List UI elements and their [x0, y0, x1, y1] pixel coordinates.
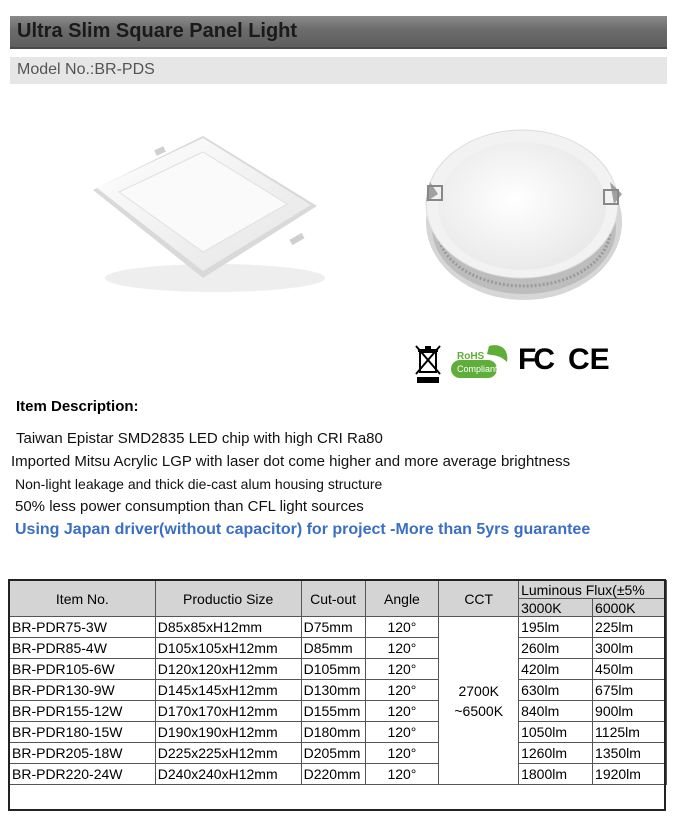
cell-flux-3000: 630lm — [519, 680, 593, 701]
cell-cutout: D220mm — [301, 764, 365, 785]
cell-cutout: D85mm — [301, 638, 365, 659]
weee-icon — [414, 342, 442, 384]
cell-flux-3000: 840lm — [519, 701, 593, 722]
description-highlight-line: Using Japan driver(without capacitor) for project -More than 5yrs guarantee — [15, 521, 591, 538]
cell-item: BR-PDR85-4W — [10, 638, 156, 659]
square-panel-image — [85, 128, 325, 298]
cell-item: BR-PDR155-12W — [10, 701, 156, 722]
cell-size: D225x225xH12mm — [155, 743, 301, 764]
cell-item: BR-PDR130-9W — [10, 680, 156, 701]
cell-cct: 2700K ~6500K — [439, 617, 519, 785]
cell-cutout: D155mm — [301, 701, 365, 722]
header-angle: Angle — [365, 581, 439, 617]
cell-angle: 120° — [365, 764, 439, 785]
cell-angle: 120° — [365, 701, 439, 722]
round-panel-image — [416, 122, 636, 302]
cell-flux-3000: 195lm — [519, 617, 593, 638]
title-bar — [10, 16, 667, 49]
cell-flux-3000: 420lm — [519, 659, 593, 680]
table-row — [10, 638, 667, 659]
cell-size: D120x120xH12mm — [155, 659, 301, 680]
header-cutout: Cut-out — [301, 581, 365, 617]
fcc-icon: FC — [518, 343, 552, 376]
header-flux-3000k: 3000K — [519, 599, 593, 617]
header-flux-6000k: 6000K — [593, 599, 667, 617]
model-bar — [10, 57, 667, 84]
rohs-icon — [449, 342, 511, 382]
table-row — [10, 659, 667, 680]
cell-angle: 120° — [365, 680, 439, 701]
description-line: Taiwan Epistar SMD2835 LED chip with high CRI Ra80 — [16, 430, 383, 447]
item-description-title: Item Description: — [16, 398, 139, 415]
cell-flux-3000: 1800lm — [519, 764, 593, 785]
cell-size: D190x190xH12mm — [155, 722, 301, 743]
cell-angle: 120° — [365, 617, 439, 638]
cell-size: D170x170xH12mm — [155, 701, 301, 722]
table-row — [10, 680, 667, 701]
cell-flux-6000: 900lm — [593, 701, 667, 722]
spec-table — [9, 580, 667, 785]
table-row — [10, 722, 667, 743]
cell-angle: 120° — [365, 743, 439, 764]
table-row — [10, 743, 667, 764]
ce-icon: CE — [568, 343, 610, 376]
model-number: Model No.:BR-PDS — [17, 61, 155, 78]
cell-size: D145x145xH12mm — [155, 680, 301, 701]
cell-cutout: D180mm — [301, 722, 365, 743]
cell-flux-3000: 1050lm — [519, 722, 593, 743]
cell-cutout: D105mm — [301, 659, 365, 680]
cell-cutout: D205mm — [301, 743, 365, 764]
description-line: Non-light leakage and thick die-cast alum housing structure — [15, 476, 383, 492]
rohs-label: RoHS — [457, 351, 485, 362]
cell-cutout: D130mm — [301, 680, 365, 701]
cell-item: BR-PDR105-6W — [10, 659, 156, 680]
cell-size: D240x240xH12mm — [155, 764, 301, 785]
description-line: Imported Mitsu Acrylic LGP with laser dot come higher and more average brightness — [11, 453, 571, 470]
cell-angle: 120° — [365, 722, 439, 743]
cell-flux-6000: 1920lm — [593, 764, 667, 785]
cell-item: BR-PDR75-3W — [10, 617, 156, 638]
cell-flux-6000: 1125lm — [593, 722, 667, 743]
cell-item: BR-PDR205-18W — [10, 743, 156, 764]
cell-flux-6000: 450lm — [593, 659, 667, 680]
cell-angle: 120° — [365, 659, 439, 680]
cell-flux-3000: 260lm — [519, 638, 593, 659]
spec-table-body — [10, 617, 667, 785]
cell-size: D85x85xH12mm — [155, 617, 301, 638]
description-line: 50% less power consumption than CFL light sources — [15, 498, 364, 515]
header-item: Item No. — [10, 581, 156, 617]
cell-size: D105x105xH12mm — [155, 638, 301, 659]
table-row — [10, 701, 667, 722]
header-cct: CCT — [439, 581, 519, 617]
cell-item: BR-PDR220-24W — [10, 764, 156, 785]
cell-flux-6000: 300lm — [593, 638, 667, 659]
cell-angle: 120° — [365, 638, 439, 659]
cell-cutout: D75mm — [301, 617, 365, 638]
cell-item: BR-PDR180-15W — [10, 722, 156, 743]
table-row — [10, 764, 667, 785]
cell-flux-6000: 225lm — [593, 617, 667, 638]
header-flux: Luminous Flux(±5% — [519, 581, 667, 599]
cell-flux-6000: 675lm — [593, 680, 667, 701]
cell-flux-3000: 1260lm — [519, 743, 593, 764]
header-size: Productio Size — [155, 581, 301, 617]
page-title: Ultra Slim Square Panel Light — [17, 20, 298, 42]
table-row — [10, 617, 667, 638]
rohs-compliant-label: Compliant — [457, 364, 498, 374]
cell-flux-6000: 1350lm — [593, 743, 667, 764]
